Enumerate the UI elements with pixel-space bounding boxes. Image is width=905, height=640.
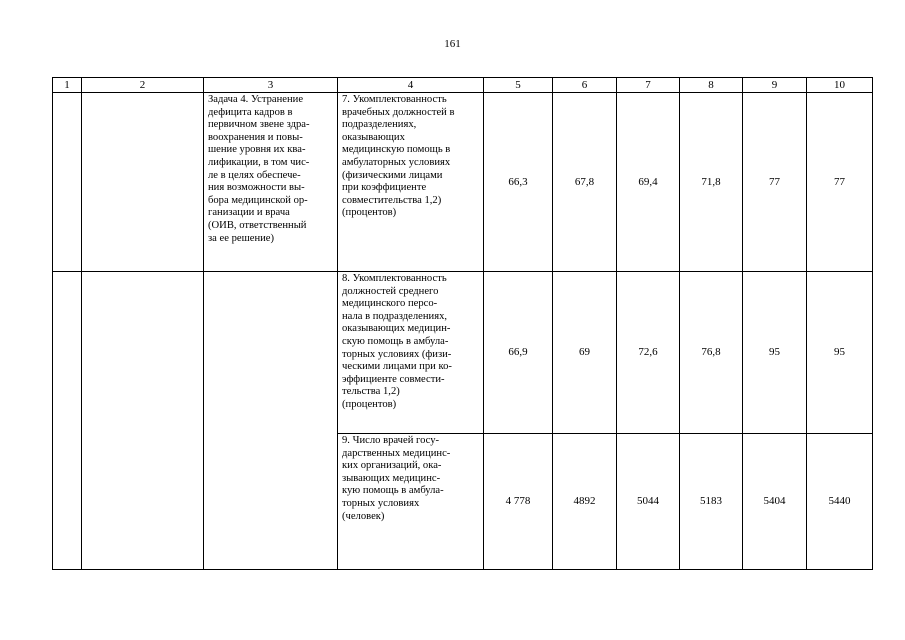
cell-indicator <box>338 93 484 272</box>
cell-indicator <box>338 272 484 434</box>
header-cell: 9 <box>743 78 807 93</box>
header-cell: 5 <box>484 78 553 93</box>
header-cell: 3 <box>204 78 338 93</box>
indicator-text: 7. Укомплектованность врачебных должностей в подразделениях, оказывающих медицинскую помощь в амбулаторных условиях (физическими лицами при коэффициенте совместительства 1,2) (процентов) <box>342 94 455 219</box>
cell-program <box>82 93 204 272</box>
header-cell: 4 <box>338 78 484 93</box>
cell-program <box>82 272 204 570</box>
header-cell: 6 <box>553 78 617 93</box>
header-cell: 2 <box>82 78 204 93</box>
indicators-table <box>52 77 873 570</box>
value-cell: 5044 <box>617 434 680 570</box>
header-cell: 7 <box>617 78 680 93</box>
value-cell: 77 <box>743 93 807 272</box>
value-cell: 71,8 <box>680 93 743 272</box>
value-cell: 69,4 <box>617 93 680 272</box>
header-cell: 1 <box>53 78 82 93</box>
value-cell: 95 <box>743 272 807 434</box>
cell-indicator <box>338 434 484 570</box>
value-cell: 77 <box>807 93 873 272</box>
value-cell: 76,8 <box>680 272 743 434</box>
table-row <box>53 272 873 434</box>
value-cell: 4 778 <box>484 434 553 570</box>
task-text: Задача 4. Устранение дефицита кадров в первичном звене здра- воохранения и повы- шение уровня их ква- лификации, в том чис- ле в целях обеспече- ния возможности вы- бора медицинской ор- ганизации и врача (ОИВ, ответственный за ее решение) <box>208 94 310 244</box>
value-cell: 66,3 <box>484 93 553 272</box>
value-cell: 66,9 <box>484 272 553 434</box>
header-row <box>53 78 873 93</box>
indicator-text: 8. Укомплектованность должностей среднего медицинского персо- нала в подразделениях, оказывающих медицин- скую помощь в амбула- торных условиях (физи- ческими лицами при ко- эффициенте совмести- тельства 1,2) (процентов) <box>342 273 452 410</box>
value-cell: 69 <box>553 272 617 434</box>
value-cell: 5440 <box>807 434 873 570</box>
table-row <box>53 93 873 272</box>
value-cell: 72,6 <box>617 272 680 434</box>
header-cell: 8 <box>680 78 743 93</box>
cell-task <box>204 93 338 272</box>
page-number: 161 <box>444 38 461 50</box>
value-cell: 5404 <box>743 434 807 570</box>
header-cell: 10 <box>807 78 873 93</box>
value-cell: 4892 <box>553 434 617 570</box>
indicator-text: 9. Число врачей госу- дарственных медицинс- ких организаций, ока- зывающих медицинс- кую помощь в амбула- торных условиях (человек) <box>342 435 451 522</box>
cell-number <box>53 93 82 272</box>
value-cell: 95 <box>807 272 873 434</box>
value-cell: 5183 <box>680 434 743 570</box>
value-cell: 67,8 <box>553 93 617 272</box>
cell-task <box>204 272 338 570</box>
cell-number <box>53 272 82 570</box>
